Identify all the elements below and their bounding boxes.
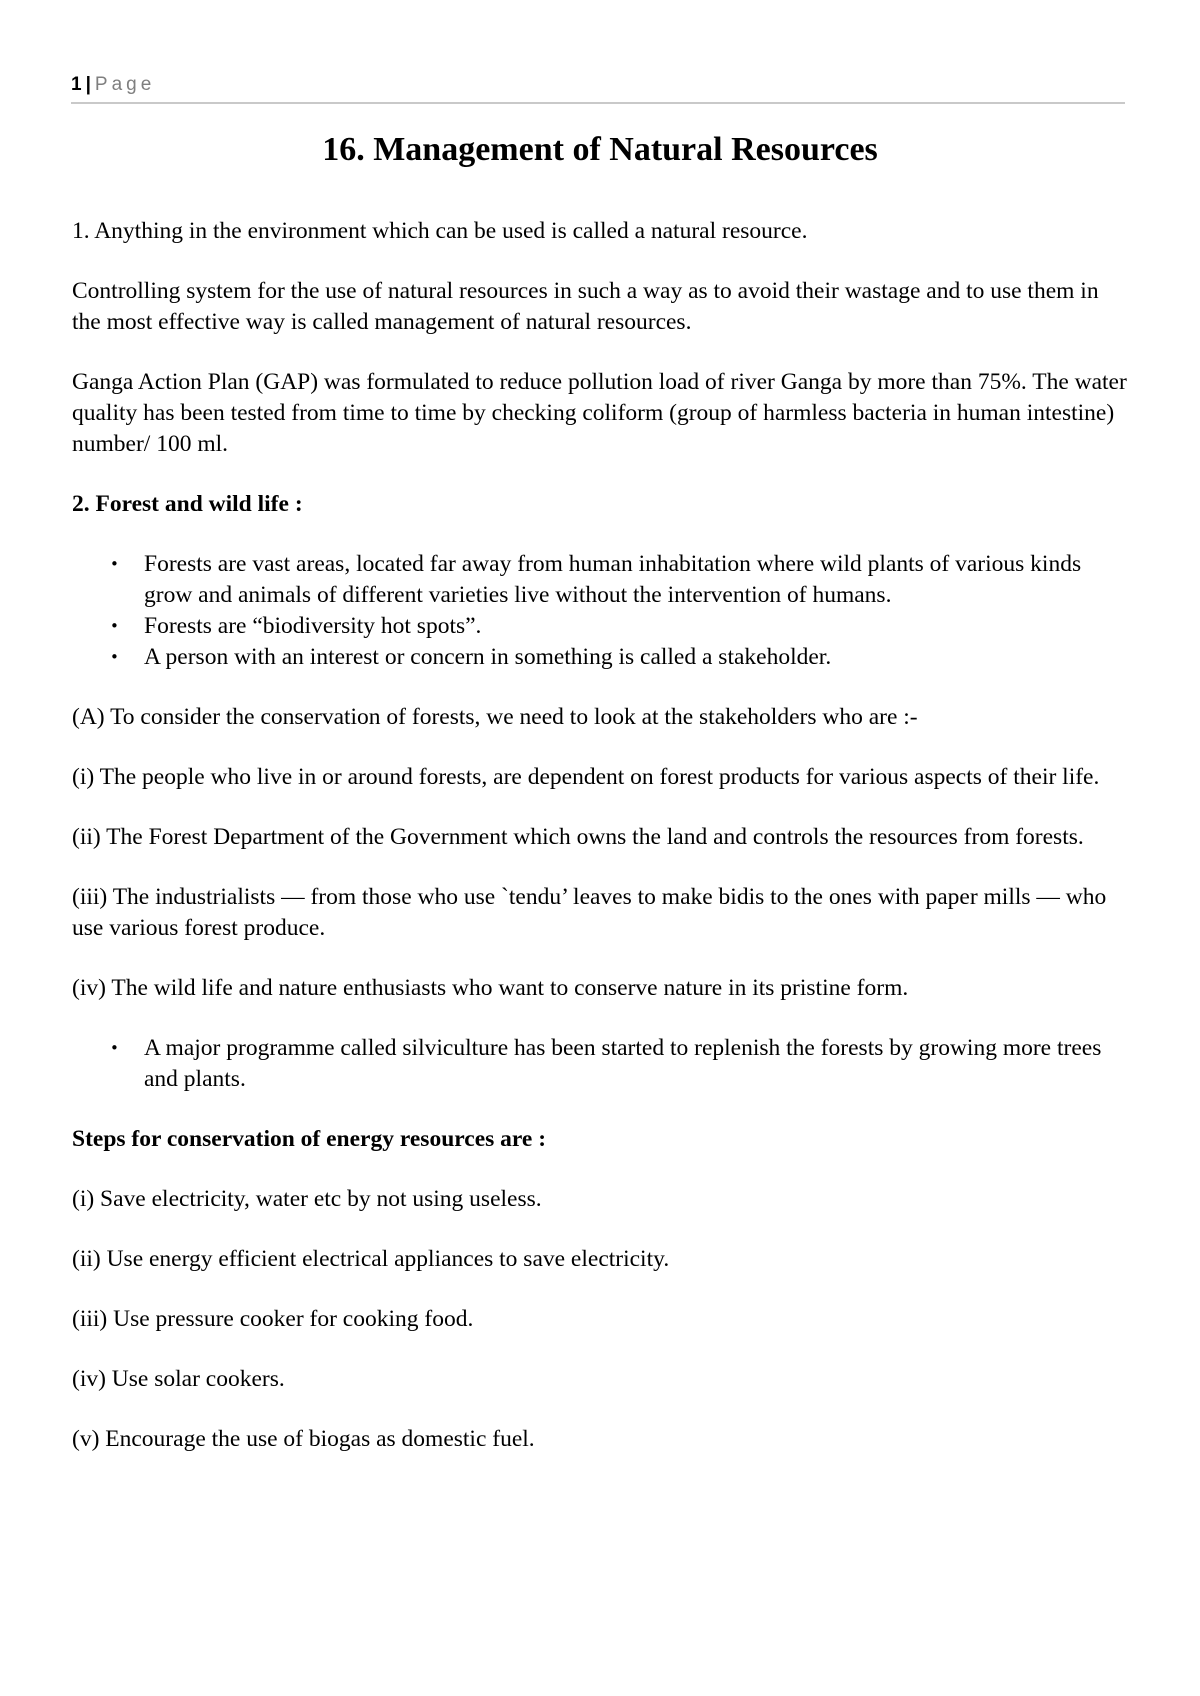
section-heading-energy: Steps for conservation of energy resources are : — [72, 1126, 547, 1152]
list-item-text: Forests are “biodiversity hot spots”. — [144, 613, 482, 639]
document-body — [72, 216, 1132, 1484]
page-header — [71, 72, 1125, 104]
paragraph-ganga-action-plan: Ganga Action Plan (GAP) was formulated to reduce pollution load of river Ganga by more than 75%. The water quality has been tested from time to time by checking coliform (group of harmless bacteria in human intestine) number/ 100 ml. — [72, 369, 1127, 457]
paragraph-energy-step: (iii) Use pressure cooker for cooking food. — [72, 1306, 474, 1332]
bullet-icon: • — [110, 1039, 119, 1057]
list-item — [72, 1033, 1132, 1095]
paragraph-energy-step: (i) Save electricity, water etc by not using useless. — [72, 1186, 542, 1212]
list-item — [72, 549, 1132, 611]
paragraph-stakeholder: (ii) The Forest Department of the Government which owns the land and controls the resources from forests. — [72, 824, 1084, 850]
paragraph-energy-step: (iv) Use solar cookers. — [72, 1366, 285, 1392]
paragraph-energy-step: (ii) Use energy efficient electrical appliances to save electricity. — [72, 1246, 670, 1272]
paragraph-stakeholder: (iv) The wild life and nature enthusiasts who want to conserve nature in its pristine form. — [72, 975, 909, 1001]
paragraph-management: Controlling system for the use of natural resources in such a way as to avoid their wastage and to use them in the most effective way is called management of natural resources. — [72, 278, 1099, 335]
silviculture-bullet-list — [72, 1033, 1132, 1095]
list-item — [72, 611, 1132, 642]
list-item — [72, 642, 1132, 673]
list-item-text: A person with an interest or concern in something is called a stakeholder. — [144, 644, 832, 670]
paragraph-stakeholders-intro: (A) To consider the conservation of forests, we need to look at the stakeholders who are :- — [72, 704, 918, 730]
section-heading-forest: 2. Forest and wild life : — [72, 491, 303, 517]
list-item-text: A major programme called silviculture has been started to replenish the forests by growing more trees and plants. — [144, 1035, 1102, 1092]
bullet-icon: • — [110, 555, 119, 573]
bullet-icon: • — [110, 617, 119, 635]
paragraph-stakeholder: (i) The people who live in or around forests, are dependent on forest products for various aspects of their life. — [72, 764, 1100, 790]
document-title: 16. Management of Natural Resources — [322, 131, 878, 168]
paragraph-energy-step: (v) Encourage the use of biogas as domestic fuel. — [72, 1426, 535, 1452]
bullet-icon: • — [110, 648, 119, 666]
paragraph-stakeholder: (iii) The industrialists — from those who use `tendu’ leaves to make bidis to the ones with paper mills — who use various forest produce. — [72, 884, 1107, 941]
forest-bullet-list — [72, 549, 1132, 673]
paragraph-natural-resource: 1. Anything in the environment which can be used is called a natural resource. — [72, 218, 808, 244]
page-separator: | — [85, 74, 91, 95]
page-number: 1 — [71, 74, 82, 95]
page-label: Page — [94, 74, 156, 95]
list-item-text: Forests are vast areas, located far away from human inhabitation where wild plants of various kinds grow and animals of different varieties live without the intervention of humans. — [144, 551, 1082, 608]
